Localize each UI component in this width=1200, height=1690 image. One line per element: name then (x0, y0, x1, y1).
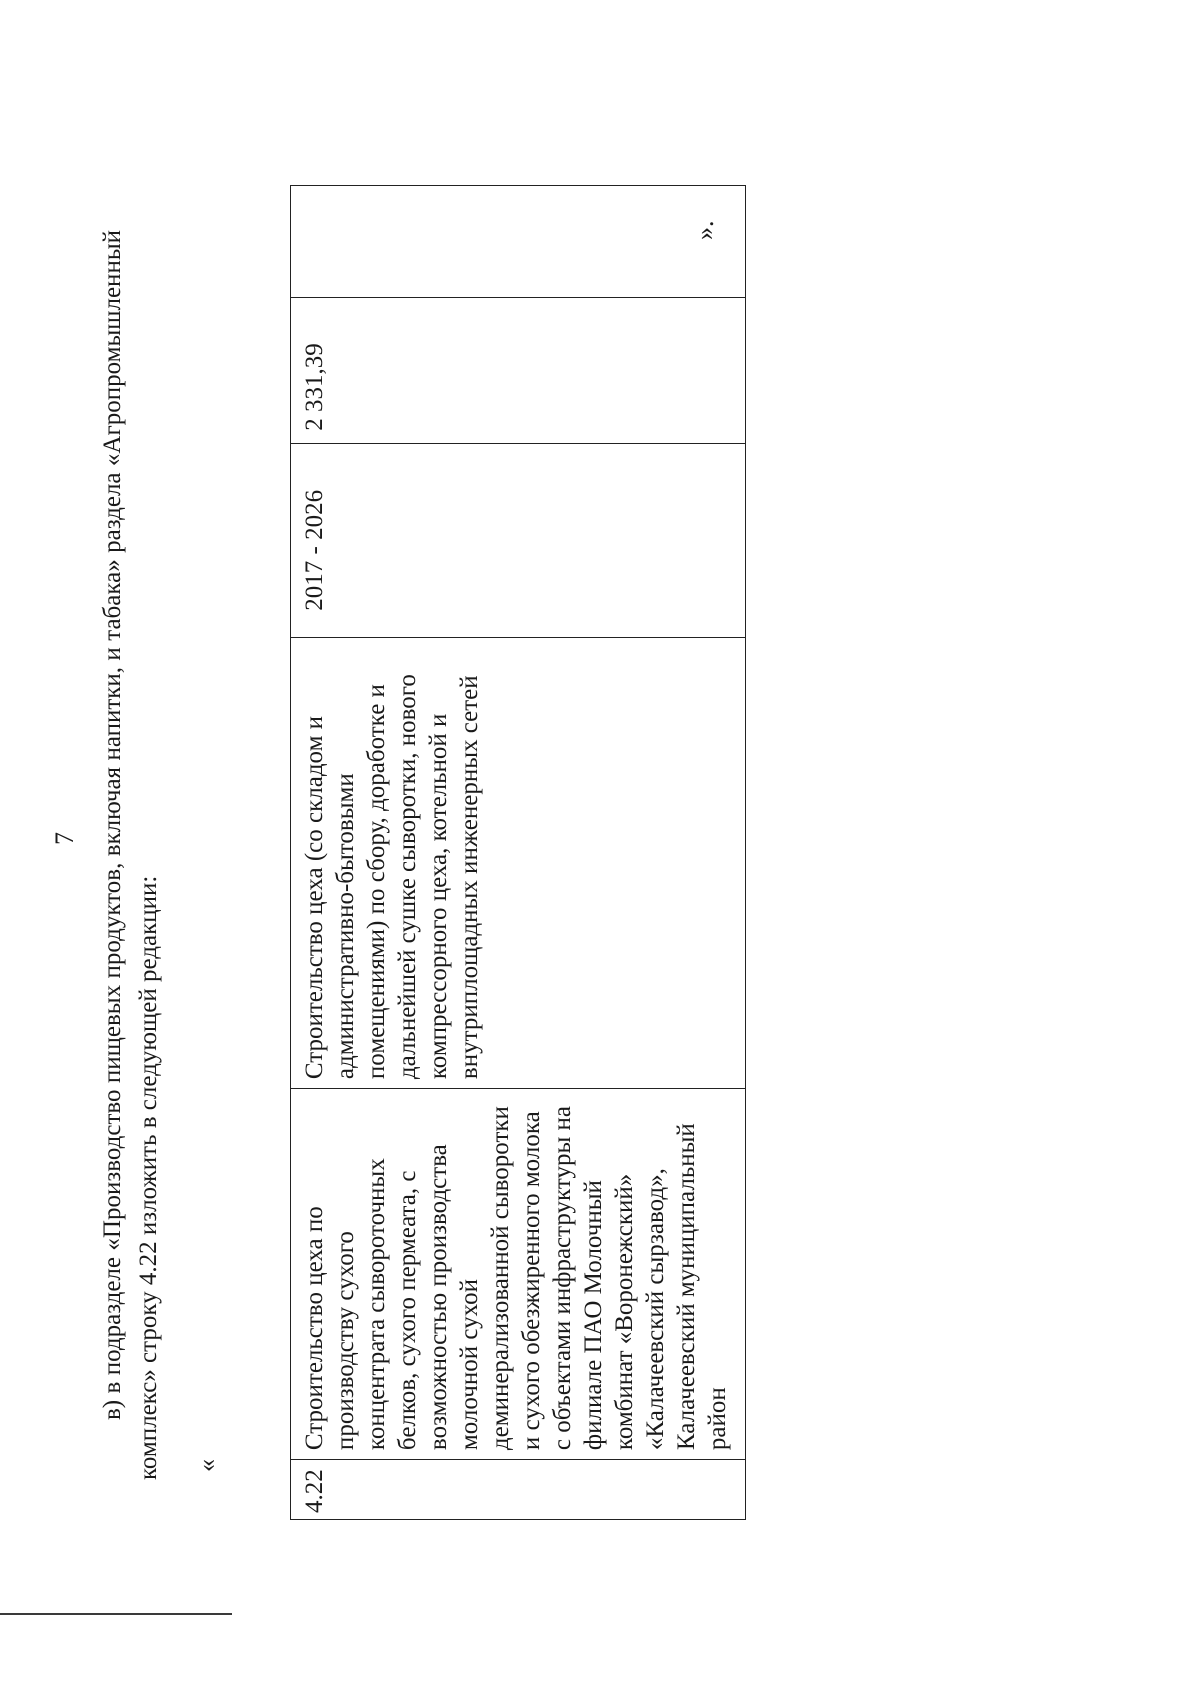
amendment-intro (95, 230, 167, 1480)
closing-quote: ». (690, 220, 719, 240)
scan-edge-line (0, 1613, 232, 1615)
project-description-cell: Строительство цеха (со складом и административно-бытовыми помещениями) по сбору, доработке и дальнейшей сушке сыворотки, нового компрессорного цеха, котельной и внутриплощадных инженерных сетей (291, 637, 746, 1088)
project-name-cell: Строительство цеха по производству сухого концентрата сывороточных белков, сухого пермеата, с возможностью производства молочной сухой деминерализованной сыворотки и сухого обезжиренного молока с объектами инфраструктуры на филиале ПАО Молочный комбинат «Воронежский» «Калачеевский сырзавод», Калачеевский муниципальный район (291, 1089, 746, 1460)
intro-line-1: в) в подразделе «Производство пищевых продуктов, включая напитки, и табака» раздела «Агропромышленный (99, 230, 126, 1420)
opening-quote: « (192, 1459, 221, 1472)
blank-cell (291, 186, 746, 298)
amount-cell: 2 331,39 (291, 298, 746, 444)
amendment-table (290, 185, 746, 1520)
table-row (291, 186, 746, 1520)
page-number: 7 (50, 832, 79, 845)
intro-line-2: комплекс» строку 4.22 изложить в следующей редакции: (135, 875, 162, 1480)
period-cell: 2017 - 2026 (291, 443, 746, 637)
row-number-cell: 4.22 (291, 1460, 746, 1520)
